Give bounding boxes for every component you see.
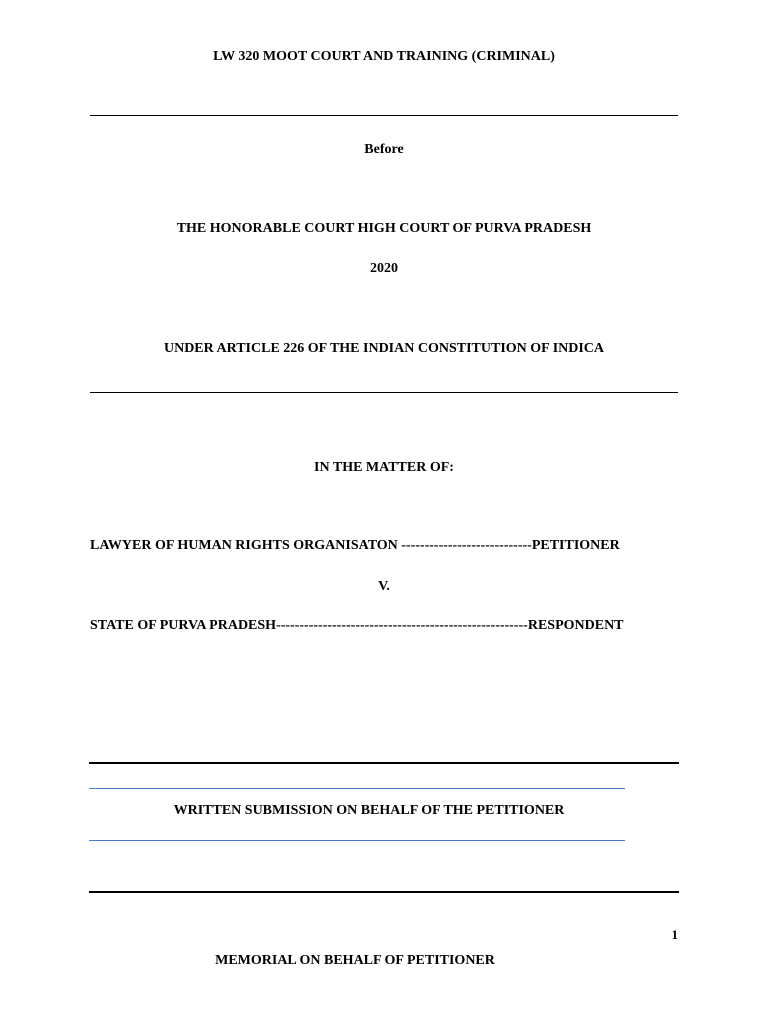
footer-caption: MEMORIAL ON BEHALF OF PETITIONER <box>215 953 495 968</box>
before-label: Before <box>364 142 404 157</box>
jurisdiction-line: UNDER ARTICLE 226 OF THE INDIAN CONSTITUTION OF INDICA <box>163 341 605 356</box>
versus-label: V. <box>378 579 390 594</box>
court-name: THE HONORABLE COURT HIGH COURT OF PURVA PRADESH <box>176 221 592 236</box>
submission-title: WRITTEN SUBMISSION ON BEHALF OF THE PETITIONER <box>173 803 565 818</box>
top-divider <box>90 115 678 117</box>
submission-top-thick-rule <box>89 762 679 764</box>
petitioner-line: LAWYER OF HUMAN RIGHTS ORGANISATON ----------------------------PETITIONER <box>90 538 620 553</box>
respondent-line: STATE OF PURVA PRADESH------------------------------------------------------RESPONDENT <box>90 618 624 633</box>
court-year: 2020 <box>370 261 398 276</box>
submission-bottom-blue-rule <box>89 840 625 841</box>
submission-top-blue-rule <box>89 788 625 789</box>
middle-divider <box>90 392 678 394</box>
matter-heading: IN THE MATTER OF: <box>314 460 454 475</box>
page-number: 1 <box>671 927 678 942</box>
course-title: LW 320 MOOT COURT AND TRAINING (CRIMINAL) <box>213 49 555 64</box>
submission-bottom-thick-rule <box>89 891 679 893</box>
